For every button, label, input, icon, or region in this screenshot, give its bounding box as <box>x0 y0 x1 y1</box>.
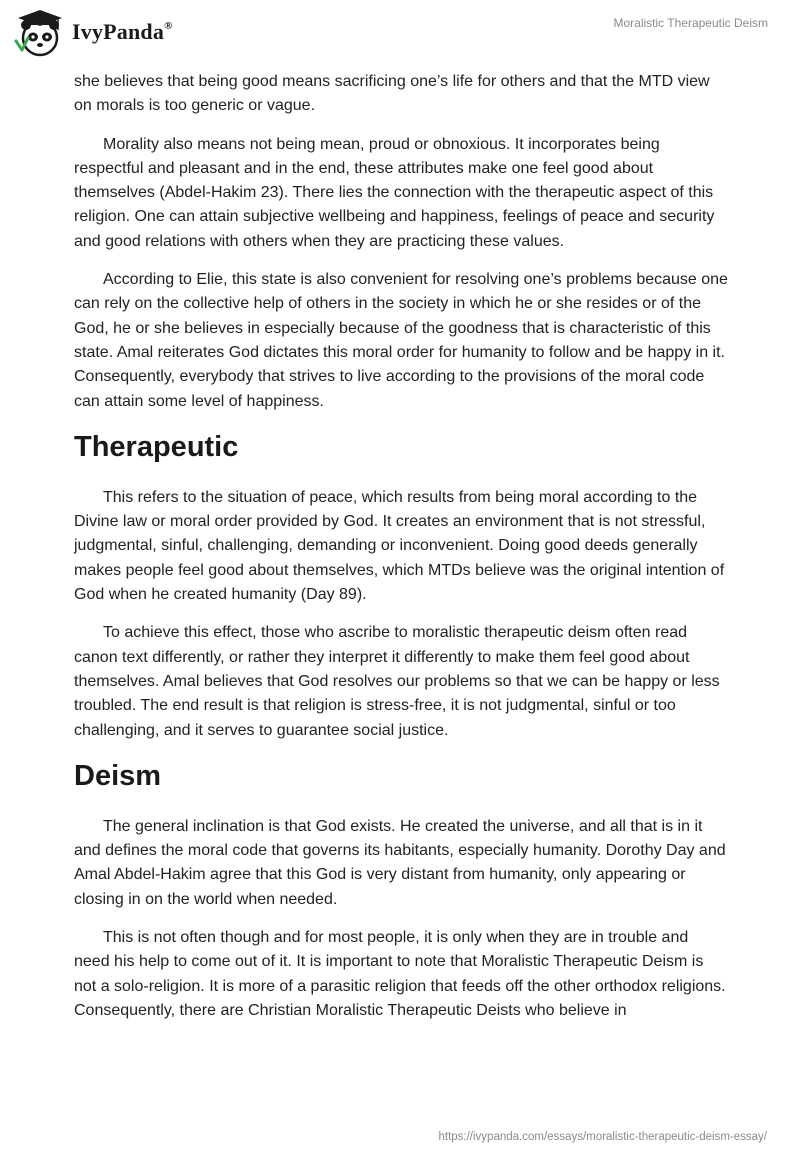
paragraph: This refers to the situation of peace, which results from being moral according to the Divine law or moral order provided by God. It creates an environment that is not stressful, judgmental, sinful, challenging, demanding or inconvenient. Doing good deeds generally makes people feel good about themselves, which MTDs believe was the original intention of God when he created humanity (Day 89). <box>74 488 725 604</box>
page-header <box>0 0 800 64</box>
source-url-link[interactable]: https://ivypanda.com/essays/moralistic-therapeutic-deism-essay/ <box>438 1131 767 1143</box>
paragraph: To achieve this effect, those who ascribe to moralistic therapeutic deism often read canon text differently, or rather they interpret it differently to make them feel good about themselves. Amal believes that God resolves our problems so that we can be happy or less troubled. The end result is that religion is stress-free, it is not judgmental, sinful or too challenging, and it serves to guarantee social justice. <box>74 624 720 739</box>
paragraph: This is not often though and for most people, it is only when they are in trouble and need his help to come out of it. It is important to note that Moralistic Therapeutic Deism is not a solo-religion. It is more of a parasitic religion that feeds off the other orthodox religions. Consequently, there are Christian Moralistic Therapeutic Deists who believe in <box>74 929 726 1019</box>
paragraph: Morality also means not being mean, proud or obnoxious. It incorporates being respectful and pleasant and in the end, these attributes make one feel good about themselves (Abdel-Hakim 23). There lies the connection with the therapeutic aspect of this religion. One can attain subjective wellbeing and happiness, feelings of peace and security and good relations with others when they are practicing these values. <box>74 135 715 250</box>
paragraph: The general inclination is that God exists. He created the universe, and all that is in it and defines the moral code that governs its habitants, especially humanity. Dorothy Day and Amal Abdel-Hakim agree that this God is very distant from humanity, only appearing or closing in on the world when needed. <box>74 817 726 908</box>
section-heading-deism: Deism <box>74 759 162 792</box>
ivypanda-logo-icon[interactable] <box>14 8 66 58</box>
section-heading-therapeutic: Therapeutic <box>74 430 239 463</box>
paragraph: she believes that being good means sacrificing one’s life for others and that the MTD view on morals is too generic or vague. <box>74 73 710 115</box>
paragraph: According to Elie, this state is also convenient for resolving one’s problems because one can rely on the collective help of others in the society in which he or she resides or of the God, he or she believes in especially because of the goodness that is characteristic of this state. Amal reiterates God dictates this moral order for humanity to follow and be happy in it. Consequently, everybody that strives to live according to the provisions of the moral code can attain some level of happiness. <box>74 271 728 410</box>
essay-content <box>74 70 728 1037</box>
running-title: Moralistic Therapeutic Deism <box>613 16 768 30</box>
brand-name[interactable]: IvyPanda® <box>72 19 173 44</box>
